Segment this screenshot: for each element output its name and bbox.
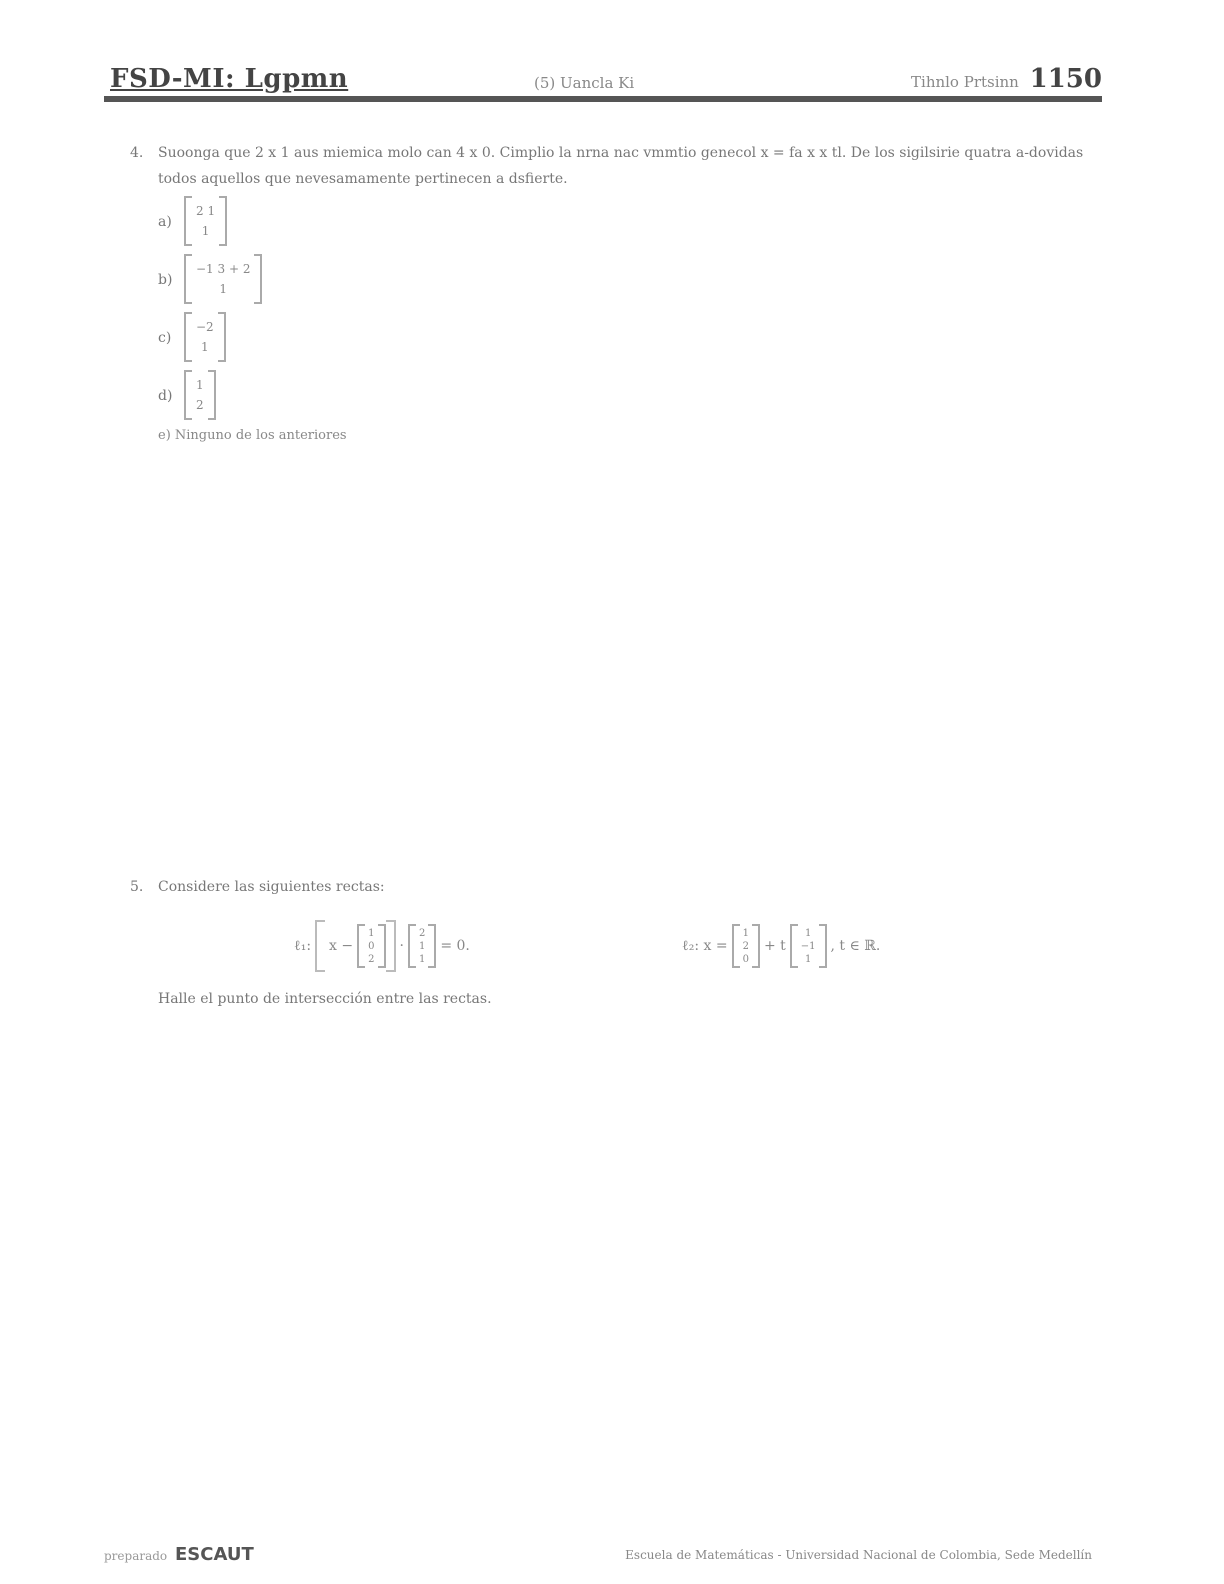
vector-entry: −2	[196, 320, 214, 334]
vector-entry: 1	[804, 927, 812, 939]
line-equation-2	[678, 918, 884, 974]
vector-entry: 2 1	[196, 204, 216, 218]
vector-entry: 1	[418, 940, 426, 952]
problem-5	[130, 874, 1100, 900]
vector-entry: 0	[742, 953, 749, 965]
equation-lhs: ℓ₁:	[294, 937, 312, 954]
option-a	[158, 196, 758, 254]
header-right-number: 1150	[1029, 64, 1102, 94]
option-vector	[184, 370, 216, 420]
footer-prepared-label: preparado	[104, 1549, 168, 1563]
header-rule	[104, 96, 1102, 102]
vector-entry: 1	[418, 953, 426, 965]
vector-entry: 1	[742, 927, 749, 939]
vector-entry: 2	[418, 927, 426, 939]
option-label: c)	[158, 330, 172, 346]
vector-entry: 1	[368, 927, 375, 939]
vector-entry: 1	[201, 224, 210, 238]
option-e: e) Ninguno de los anteriores	[158, 428, 347, 443]
vector-entry: 1	[219, 282, 228, 296]
equation-lhs: ℓ₂: x =	[682, 937, 728, 954]
option-label: d)	[158, 388, 173, 404]
footer-institution: Escuela de Matemáticas - Universidad Nacional de Colombia, Sede Medellín	[625, 1548, 1092, 1562]
header-center-text: (5) Uancla Ki	[534, 74, 635, 92]
vector-entry: 1	[201, 340, 209, 354]
answer-options	[158, 196, 758, 456]
line-equations	[290, 918, 990, 974]
vector-entry: 1	[804, 953, 812, 965]
problem-number: 4.	[130, 145, 144, 161]
problem-number: 5.	[130, 879, 144, 895]
course-title: FSD-MI: Lgpmn	[110, 64, 349, 94]
option-b	[158, 254, 758, 312]
vector-entry: 2	[196, 398, 204, 412]
option-vector	[184, 312, 226, 362]
header-right-label: Tihnlo Prtsinn	[911, 73, 1019, 91]
problem-text: Considere las siguientes rectas:	[158, 879, 385, 895]
problem-5-note	[158, 986, 1058, 1012]
option-label: b)	[158, 272, 173, 288]
page-header	[104, 60, 1102, 100]
vector-entry: 0	[368, 940, 375, 952]
problem-note: Halle el punto de intersección entre las rectas.	[158, 991, 492, 1007]
equation-rhs: , t ∈ ℝ.	[830, 938, 881, 954]
line-equation-1: ℓ₁: x − 1 0 2 · 2 1 1 = 0.	[290, 918, 474, 974]
vector-entry: −1 3 + 2	[196, 262, 251, 276]
option-label: a)	[158, 214, 172, 230]
equation-rhs: = 0.	[440, 938, 470, 954]
option-vector	[184, 254, 262, 304]
option-c	[158, 312, 758, 370]
header-right	[911, 64, 1102, 94]
problem-text: Suoonga que 2 x 1 aus miemica molo can 4 x 0. Cimplio la nrna nac vmmtio genecol x = fa x x tl. De los sigilsirie quatra a-dovidas todos aquellos que nevesamamente pertinecen a dsfierte.	[158, 145, 1084, 187]
footer-left	[104, 1544, 254, 1565]
equation-term: x −	[329, 938, 354, 954]
option-d	[158, 370, 758, 428]
footer-logo: ESCAUT	[174, 1544, 254, 1565]
vector-entry: 2	[368, 953, 375, 965]
vector-entry: 2	[742, 940, 749, 952]
equation-term: + t	[763, 938, 786, 954]
vector-entry: 1	[196, 378, 204, 392]
problem-4	[130, 140, 1100, 192]
option-vector	[184, 196, 227, 246]
vector-entry: −1	[800, 940, 816, 952]
